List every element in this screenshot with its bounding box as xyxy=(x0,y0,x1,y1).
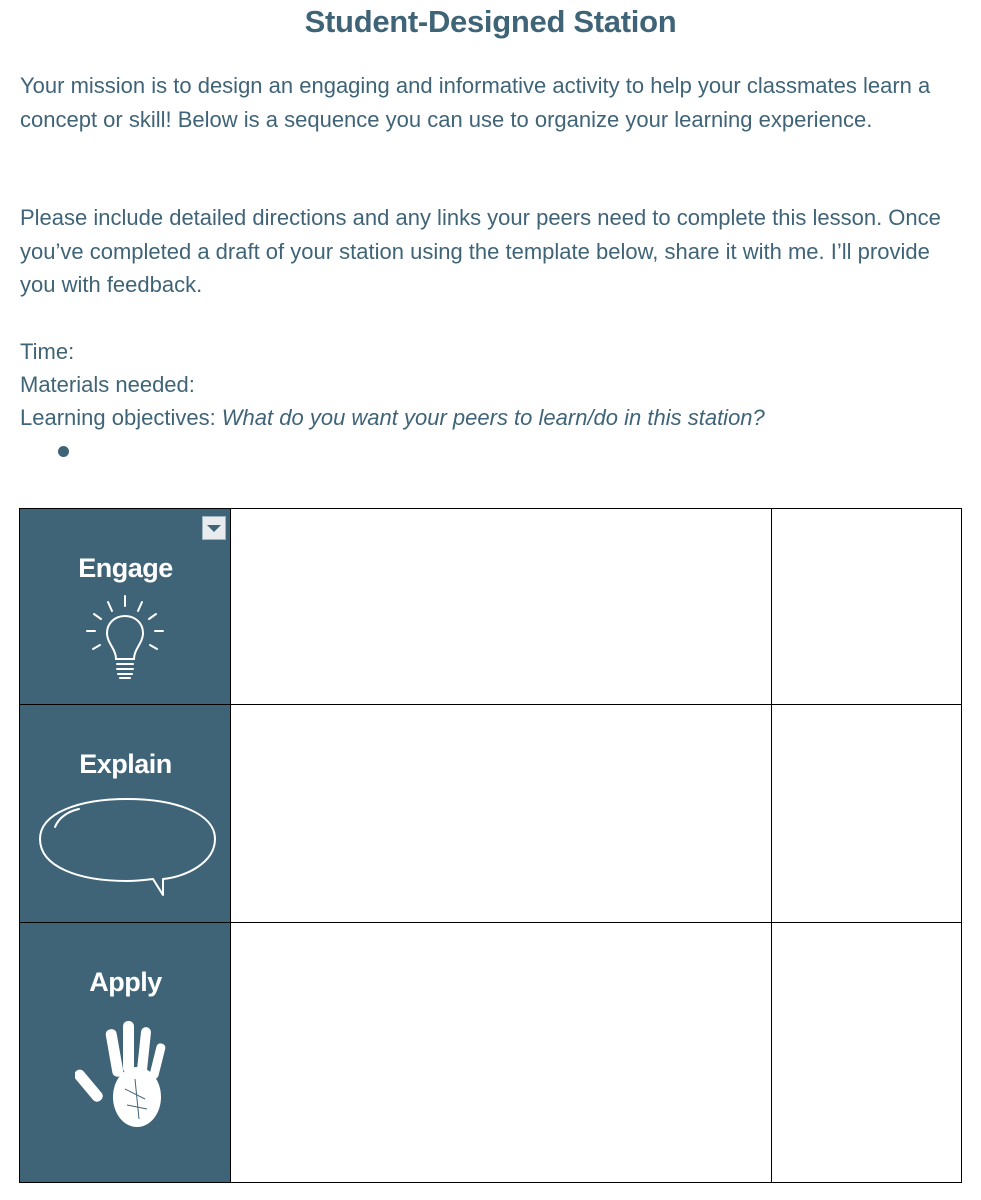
table-row-apply xyxy=(20,923,961,1182)
engage-notes-cell[interactable] xyxy=(772,509,962,704)
page-title: Student-Designed Station xyxy=(304,4,677,39)
table-row-explain xyxy=(20,705,961,923)
speech-bubble-icon xyxy=(35,791,220,906)
dropdown-arrow-icon[interactable] xyxy=(202,516,226,540)
explain-label-cell xyxy=(20,705,231,922)
intro-paragraph-mission: Your mission is to design an engaging and informative activity to help your classmates learn a concept or skill! Below is a sequence you can use to organize your learning experience. xyxy=(20,73,931,132)
apply-label: Apply xyxy=(89,967,162,997)
objectives-field[interactable] xyxy=(20,401,765,435)
materials-field[interactable] xyxy=(20,368,195,402)
time-field[interactable] xyxy=(20,335,74,369)
table-row-engage xyxy=(20,509,961,705)
lightbulb-icon xyxy=(80,591,170,686)
objectives-prompt: What do you want your peers to learn/do in this station? xyxy=(221,405,765,430)
apply-label-cell xyxy=(20,923,231,1182)
apply-notes-cell[interactable] xyxy=(772,923,962,1182)
objectives-label: Learning objectives: xyxy=(20,405,222,430)
materials-label: Materials needed: xyxy=(20,372,195,397)
explain-notes-cell[interactable] xyxy=(772,705,962,922)
time-label: Time: xyxy=(20,339,75,364)
objectives-bullet[interactable] xyxy=(58,446,69,457)
engage-directions-cell[interactable] xyxy=(231,509,772,704)
apply-directions-cell[interactable] xyxy=(231,923,772,1182)
engage-label: Engage xyxy=(78,553,173,583)
engage-label-cell xyxy=(20,509,231,704)
handprint-icon xyxy=(75,1009,175,1129)
intro-paragraph-directions: Please include detailed directions and any links your peers need to complete this lesson. Once you’ve completed a draft of your station using the template below, share it with me. I’ll provide you with feedback. xyxy=(20,205,941,297)
explain-label: Explain xyxy=(79,749,172,779)
explain-directions-cell[interactable] xyxy=(231,705,772,922)
station-table xyxy=(19,508,962,1183)
